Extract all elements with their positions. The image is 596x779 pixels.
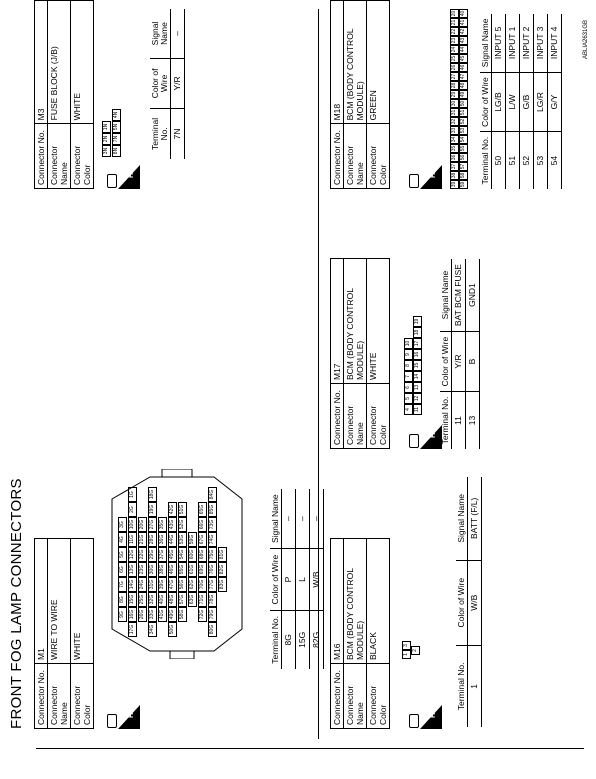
connector-pin: 40 <box>460 10 466 17</box>
connector-pin: 33G <box>148 607 157 622</box>
connector-pin: 51G <box>178 502 187 517</box>
connector-pin: 12 <box>413 393 422 404</box>
table-row: 15G L – <box>296 489 310 669</box>
connector-pin: 4G <box>118 532 127 547</box>
connector-pin: 46G <box>168 562 177 577</box>
connector-pin: 34G <box>148 622 157 637</box>
connector-pin: 77G <box>208 577 217 592</box>
connector-info-m16: Connector No. M16 Connector Name BCM (BODY CONTROL MODULE) Connector Color BLACK <box>330 538 390 729</box>
connector-pin: 29 <box>451 91 457 98</box>
vehicle-icon <box>107 714 117 728</box>
connector-pin: 35 <box>451 145 457 152</box>
connector-color-value: WHITE <box>71 539 94 664</box>
connector-pin: 85G <box>208 502 217 517</box>
connector-pin: 43 <box>460 37 466 44</box>
connector-pin: 31G <box>148 577 157 592</box>
connector-pin: 82G <box>218 562 227 577</box>
connector-pin: 67G <box>198 532 207 547</box>
table-row: 11 Y/R BAT BCM FUSE <box>452 259 466 449</box>
header-signal-name: Signal Name <box>270 489 282 549</box>
connector-pin: 40G <box>158 592 167 607</box>
connector-pin: 58 <box>460 172 466 179</box>
connector-pin: 46 <box>460 64 466 71</box>
terminal-table-m3: Terminal No. Color of Wire Signal Name 7N Y/R – <box>150 9 185 159</box>
connector-pin: 16 <box>413 349 422 360</box>
connector-name-value: WIRE TO WIRE <box>48 539 71 664</box>
connector-pin: 15 <box>413 360 422 371</box>
table-row: 50 LG/B INPUT 5 <box>492 14 506 189</box>
connector-pin: 2N <box>102 133 111 145</box>
connector-pin: 49G <box>168 607 177 622</box>
connector-pin: 18G <box>148 487 157 502</box>
connector-pin: 9G <box>118 607 127 622</box>
connector-pin: 3 <box>402 641 411 650</box>
connector-pin: 10G <box>128 517 137 532</box>
connector-pin: 8N <box>112 145 121 157</box>
table-row: 7N Y/R – <box>171 9 185 159</box>
connector-pin: 11 <box>413 404 422 415</box>
connector-face-m17 <box>398 297 428 417</box>
table-row: 54 G/Y INPUT 4 <box>548 14 562 189</box>
connector-pin: 12G <box>128 547 137 562</box>
vehicle-icon <box>409 714 419 728</box>
connector-pin: 23G <box>138 562 147 577</box>
connector-pin: 24 <box>451 46 457 53</box>
connector-pin: 19G <box>148 502 157 517</box>
connector-pin: 17 <box>413 338 422 349</box>
terminal-table-m1 <box>270 489 324 669</box>
connector-pin: 41 <box>460 19 466 26</box>
connector-pin: 8 <box>404 360 413 371</box>
connector-pin: 22G <box>138 547 147 562</box>
connector-pin: 48 <box>460 82 466 89</box>
connector-info-m17: Connector No. M17 Connector Name BCM (BODY CONTROL MODULE) Connector Color WHITE <box>330 258 390 449</box>
header-terminal-no: Terminal No. <box>270 610 282 669</box>
connector-pin: 37G <box>158 547 167 562</box>
connector-pin: 70G <box>198 577 207 592</box>
connector-info-m18: Connector No. M18 Connector Name BCM (BODY CONTROL MODULE) Connector Color GREEN <box>330 0 390 189</box>
connector-pin: 16G <box>128 607 137 622</box>
table-row: 53 LG/R INPUT 3 <box>534 14 548 189</box>
connector-pin: 48G <box>168 592 177 607</box>
connector-pin: 84G <box>208 487 217 502</box>
connector-pin: 9 <box>404 349 413 360</box>
connector-pin: 83G <box>218 577 227 592</box>
connector-pin: 7N <box>112 133 121 145</box>
connector-pin: 49 <box>460 91 466 98</box>
connector-pin: 42G <box>168 502 177 517</box>
hs-icon: H.S. <box>420 705 442 729</box>
connector-pin: 25G <box>138 592 147 607</box>
connector-pin: 43G <box>168 517 177 532</box>
connector-pin: 69G <box>198 562 207 577</box>
connector-pin: 56G <box>178 577 187 592</box>
table-row: 1 W/B BATT (F/L) <box>468 477 482 727</box>
connector-pin: 55G <box>178 562 187 577</box>
connector-pin: 21G <box>138 532 147 547</box>
connector-pin: 22 <box>451 28 457 35</box>
connector-pin: 10 <box>404 338 413 349</box>
connector-pin: 14G <box>128 577 137 592</box>
connector-pin: 51 <box>460 109 466 116</box>
connector-pin: 24G <box>138 577 147 592</box>
connector-face-m3 <box>98 101 128 161</box>
connector-pin: 37 <box>451 163 457 170</box>
connector-pin: 61G <box>188 562 197 577</box>
connector-pin: 27G <box>148 517 157 532</box>
connector-pin: 54G <box>178 547 187 562</box>
connector-pin: 30G <box>148 562 157 577</box>
connector-pin: 39G <box>158 577 167 592</box>
connector-pin: 18 <box>413 327 422 338</box>
hs-icon: H.S. <box>420 425 442 449</box>
connector-pin: 26G <box>138 607 147 622</box>
hs-icon: H.S. <box>420 165 442 189</box>
connector-face-m16 <box>396 633 426 663</box>
table-row: 13 B GND1 <box>466 259 480 449</box>
connector-pin: 20G <box>138 517 147 532</box>
connector-pin: 33 <box>451 127 457 134</box>
connector-pin: 15G <box>128 592 137 607</box>
connector-pin: 62G <box>188 577 197 592</box>
terminal-table-m16: Terminal No. Color of Wire Signal Name 1 W/B BATT (F/L) <box>456 477 482 727</box>
connector-pin: 56 <box>460 154 466 161</box>
connector-pin: 4N <box>112 109 121 121</box>
connector-pin: 23 <box>451 37 457 44</box>
connector-pin: 27 <box>451 73 457 80</box>
connector-pin: 50 <box>460 100 466 107</box>
label-connector-color: Connector Color <box>71 664 94 729</box>
connector-pin: 28G <box>148 532 157 547</box>
connector-pin: 47G <box>168 577 177 592</box>
connector-pin: 19 <box>413 316 422 327</box>
connector-pin: 66G <box>198 517 207 532</box>
connector-pin: 76G <box>208 562 217 577</box>
connector-pin: 5 <box>404 393 413 404</box>
connector-pin: 44G <box>168 532 177 547</box>
table-row: 52 G/B INPUT 2 <box>520 14 534 189</box>
connector-pin: 65G <box>198 502 207 517</box>
header-color-of-wire: Color of Wire <box>270 549 282 610</box>
connector-pin: 30 <box>451 100 457 107</box>
connector-pin: 26 <box>451 64 457 71</box>
page-edge-line <box>36 748 584 749</box>
terminal-table-m18: Terminal No. Color of Wire Signal Name 50 LG/B INPUT 5 51 L/W INPUT 1 52 G/B INPUT 2 53 LG/R INPUT 3 54 G/Y INPUT 4 <box>480 14 562 189</box>
connector-pin: 52 <box>460 118 466 125</box>
connector-pin: 45 <box>460 55 466 62</box>
connector-pin: 13 <box>413 382 422 393</box>
connector-pin: 17G <box>128 622 137 637</box>
connector-pin: 7 <box>404 371 413 382</box>
connector-pin: 68G <box>198 547 207 562</box>
connector-pin: 63G <box>188 592 197 607</box>
connector-pin: 34 <box>451 136 457 143</box>
connector-pin: 57 <box>460 163 466 170</box>
ref-code: ABLIA2631GB <box>583 19 589 59</box>
connector-pin: 53 <box>460 127 466 134</box>
connector-pin: 38G <box>158 562 167 577</box>
connector-pin: 54 <box>460 136 466 143</box>
connector-pin: 11G <box>128 532 137 547</box>
connector-pin: 74G <box>208 532 217 547</box>
connector-pin: 44 <box>460 46 466 53</box>
vehicle-icon <box>107 174 117 188</box>
connector-pin: 75G <box>208 547 217 562</box>
connector-pin: 55 <box>460 145 466 152</box>
connector-pin: 81G <box>218 547 227 562</box>
connector-pin: 1G <box>128 487 137 502</box>
connector-pin: 32 <box>451 118 457 125</box>
label-connector-name: Connector Name <box>48 664 71 729</box>
connector-pin: 6G <box>118 562 127 577</box>
connector-pin: 73G <box>208 517 217 532</box>
connector-pin: 5N <box>112 121 121 133</box>
table-row: 51 L/W INPUT 1 <box>506 14 520 189</box>
connector-pin: 79G <box>208 607 217 622</box>
connector-pin: 13G <box>128 562 137 577</box>
connector-pin: 58G <box>178 607 187 622</box>
connector-pin: 29G <box>148 547 157 562</box>
connector-pin: 8G <box>118 592 127 607</box>
connector-info-m1 <box>34 538 94 729</box>
connector-pin: 57G <box>178 592 187 607</box>
table-row: 82G W/B – <box>310 489 324 669</box>
connector-face-m18 <box>448 9 470 189</box>
connector-pin: 71G <box>198 592 207 607</box>
hs-icon: H.S. <box>118 165 140 189</box>
connector-pin: 60G <box>188 547 197 562</box>
page-title: FRONT FOG LAMP CONNECTORS <box>8 478 25 729</box>
vehicle-icon <box>409 174 419 188</box>
connector-pin: 6 <box>404 382 413 393</box>
connector-pin: 36G <box>158 532 167 547</box>
connector-pin: 28 <box>451 82 457 89</box>
connector-pin: 4 <box>404 404 413 415</box>
connector-pin: 42 <box>460 28 466 35</box>
table-row: 8G P – <box>282 489 296 669</box>
connector-pin: 3N <box>102 145 111 157</box>
connector-face-m1 <box>92 469 262 659</box>
connector-pin: 31 <box>451 109 457 116</box>
connector-pin: 45G <box>168 547 177 562</box>
hs-icon: H.S. <box>118 705 140 729</box>
connector-pin: 47 <box>460 73 466 80</box>
connector-pin: 41G <box>158 607 167 622</box>
connector-pin: 59G <box>188 532 197 547</box>
connector-pin: 20 <box>451 10 457 17</box>
connector-pin: 59 <box>460 181 466 188</box>
connector-pin: 25 <box>451 55 457 62</box>
connector-pin: 53G <box>178 532 187 547</box>
connector-pin: 72G <box>198 607 207 622</box>
connector-pin: 78G <box>208 592 217 607</box>
connector-pin: 50G <box>168 622 177 637</box>
connector-pin: 14 <box>413 371 422 382</box>
label-connector-no: Connector No. <box>35 664 48 729</box>
connector-pin: 2 <box>411 646 420 655</box>
connector-pin: 1 <box>402 650 411 659</box>
connector-info-m3: Connector No. M3 Connector Name FUSE BLOCK (J/B) Connector Color WHITE <box>34 0 94 189</box>
connector-no-value: M1 <box>35 539 48 664</box>
connector-pin: 36 <box>451 154 457 161</box>
connector-pin: 35G <box>158 517 167 532</box>
vehicle-icon <box>409 434 419 448</box>
connector-pin: 1N <box>102 121 111 133</box>
connector-pin: 7G <box>118 577 127 592</box>
connector-pin: 3G <box>118 517 127 532</box>
connector-pin: 80G <box>208 622 217 637</box>
connector-pin: 32G <box>148 592 157 607</box>
connector-pin: 21 <box>451 19 457 26</box>
connector-pin: 2G <box>128 502 137 517</box>
connector-pin: 5G <box>118 547 127 562</box>
connector-pin: 39 <box>451 181 457 188</box>
connector-pin: 52G <box>178 517 187 532</box>
connector-pin: 38 <box>451 172 457 179</box>
terminal-table-m17: Terminal No. Color of Wire Signal Name 11 Y/R BAT BCM FUSE 13 B GND1 <box>440 259 480 449</box>
